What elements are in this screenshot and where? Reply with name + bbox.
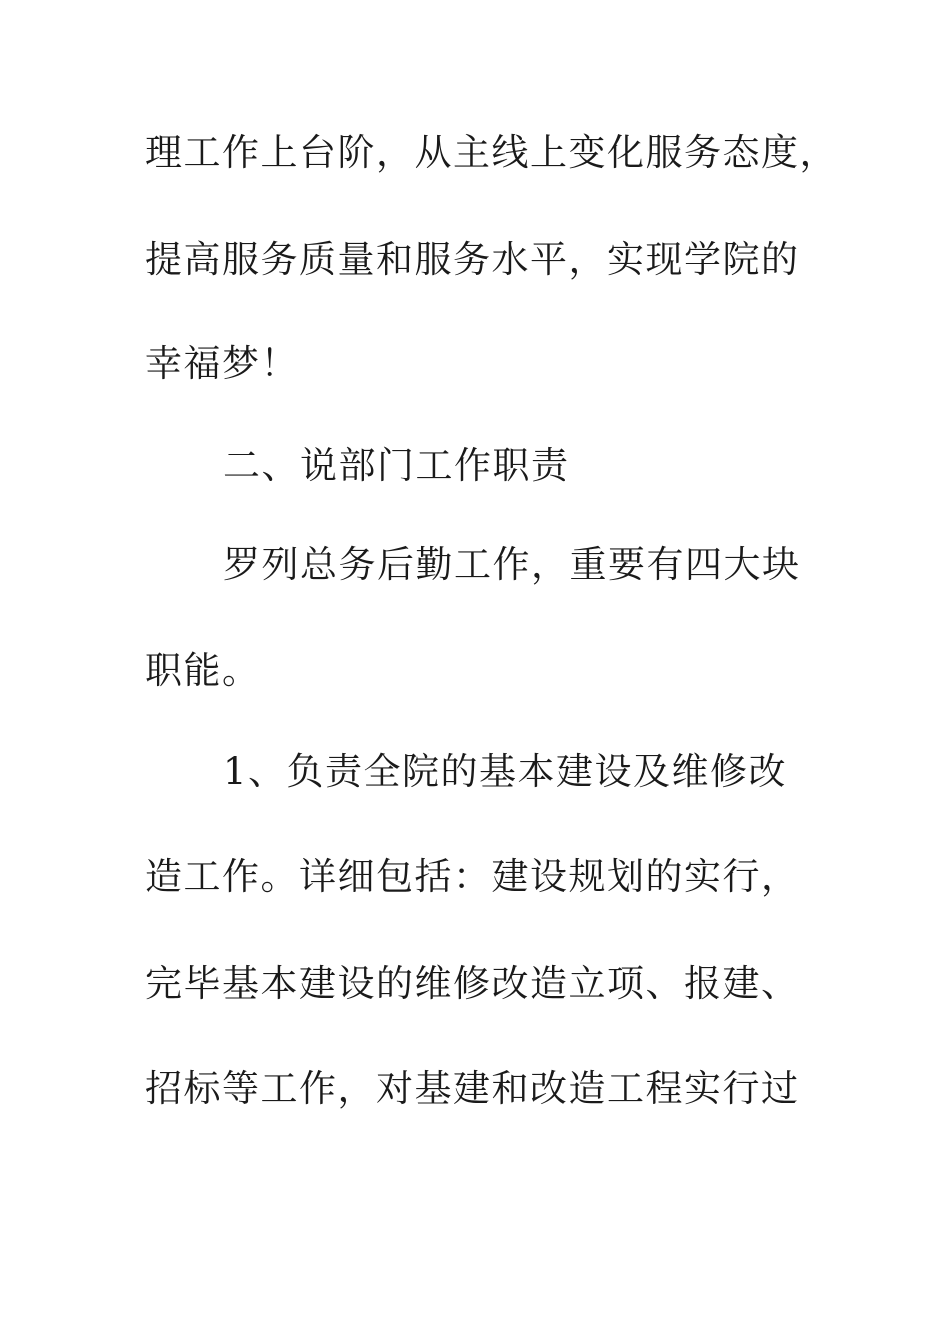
paragraph-line: 职能。: [145, 649, 261, 692]
section-heading: 二、说部门工作职责: [223, 444, 570, 487]
paragraph-line: 提高服务质量和服务水平，实现学院的: [145, 238, 800, 281]
paragraph-line: 完毕基本建设的维修改造立项、报建、: [145, 962, 800, 1005]
paragraph-line: 理工作上台阶，从主线上变化服务态度，: [145, 131, 838, 174]
paragraph-line: 招标等工作，对基建和改造工程实行过: [145, 1067, 800, 1110]
paragraph-line: 幸福梦！: [145, 342, 299, 385]
paragraph-line: 罗列总务后勤工作，重要有四大块: [223, 543, 801, 586]
paragraph-line: 造工作。详细包括：建设规划的实行，: [145, 855, 800, 898]
paragraph-line: 1、负责全院的基本建设及维修改: [223, 750, 788, 793]
